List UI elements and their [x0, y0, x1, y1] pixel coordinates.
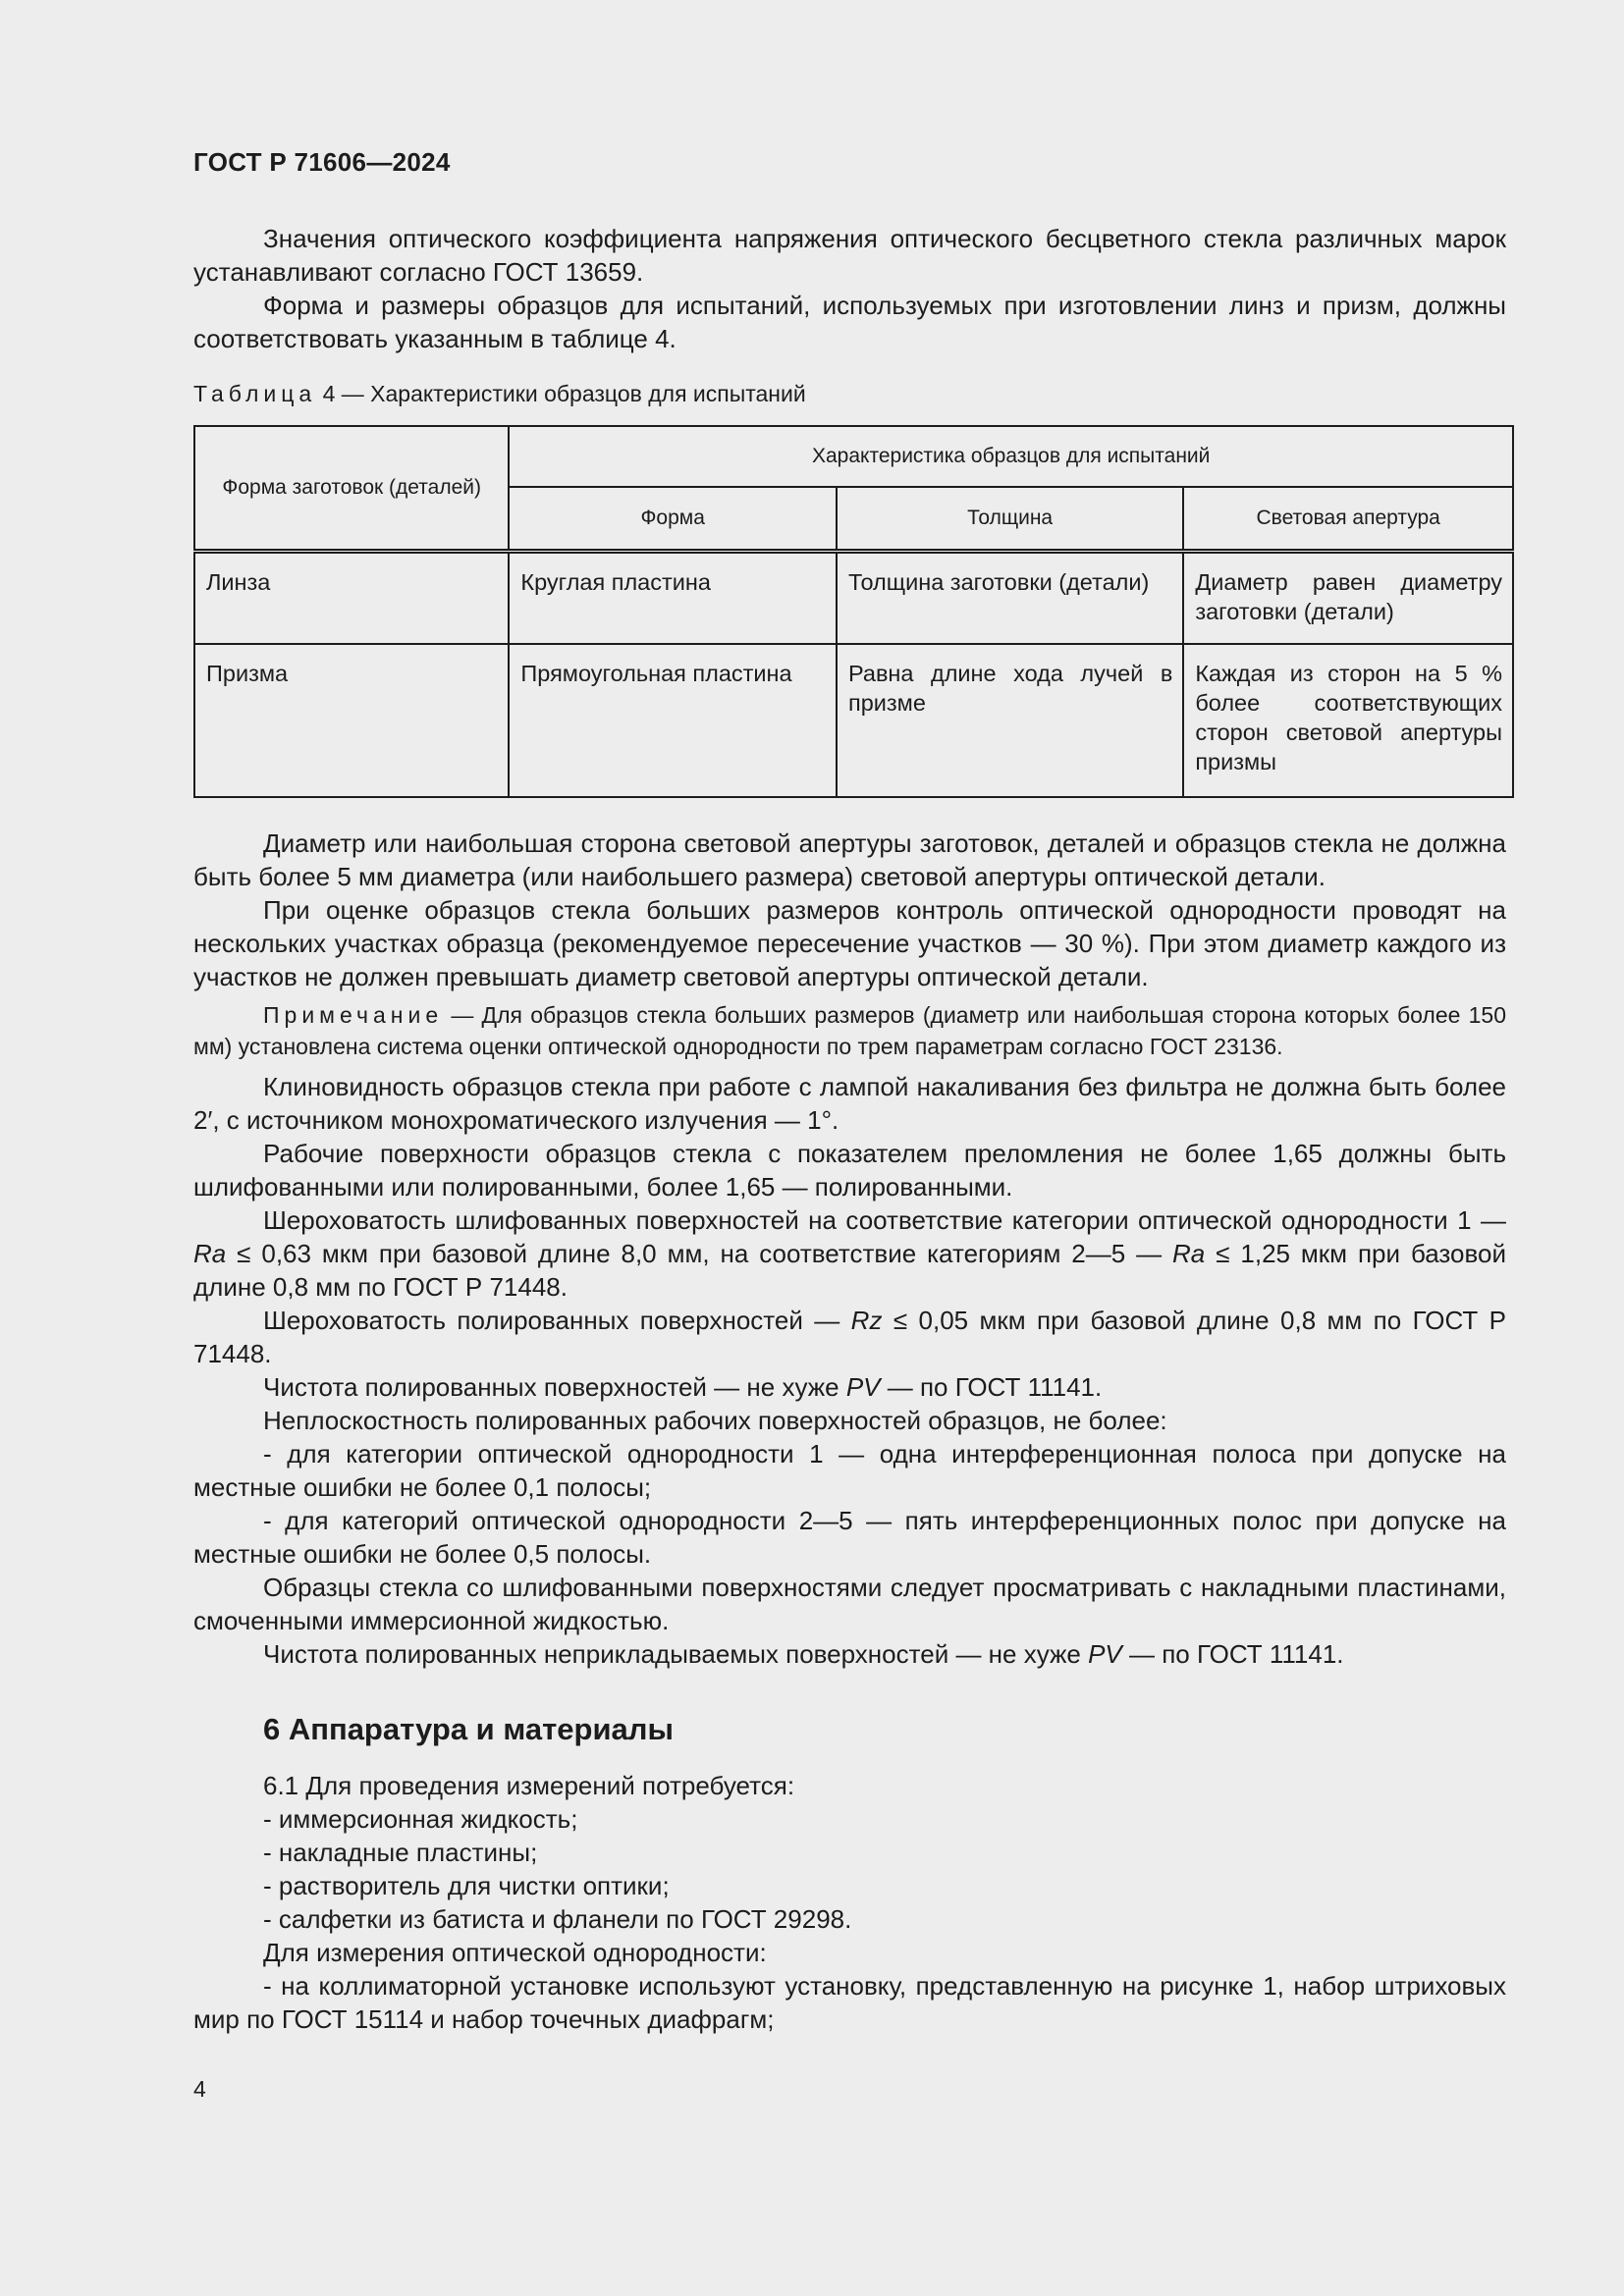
table-header-row	[194, 426, 1513, 487]
list-item: - иммерсионная жидкость;	[263, 1804, 578, 1834]
table-cell: Равна длине хода лучей в призме	[837, 644, 1183, 797]
table-caption-text: 4 — Характеристики образцов для испытаний	[316, 381, 806, 406]
section-6-1: 6.1 Для проведения измерений потребуется:	[263, 1771, 795, 1800]
paragraph-cleanliness: Чистота полированных поверхностей — не хуже PV — по ГОСТ 11141.	[263, 1372, 1103, 1402]
document-header: ГОСТ Р 71606—2024	[193, 147, 451, 177]
table-cell: Диаметр равен диаметру заготовки (детали)	[1183, 552, 1513, 644]
note-text: — Для образцов стекла больших размеров (диаметр или наибольшая сторона которых более 150 мм) установлена система оценки оптической однородности по трем параметрам согласно ГОСТ 23136.	[193, 1002, 1506, 1059]
table-row	[194, 552, 1513, 644]
table-cell: Призма	[194, 644, 509, 797]
table-row	[194, 644, 1513, 797]
note	[193, 999, 1506, 1062]
paragraph-cleanliness-nonworking: Чистота полированных неприкладываемых поверхностей — не хуже PV — по ГОСТ 11141.	[263, 1639, 1344, 1669]
table-header-aperture: Световая апертура	[1183, 487, 1513, 552]
paragraph-wedge: Клиновидность образцов стекла при работе с лампой накаливания без фильтра не должна быть более 2′, с источником монохроматического излучения — 1°.	[193, 1072, 1506, 1135]
table-caption-label: Таблица	[193, 381, 317, 406]
samples-table	[193, 425, 1514, 798]
intro-block	[193, 222, 1506, 355]
intro-paragraph-2: Форма и размеры образцов для испытаний, используемых при изготовлении линз и призм, должны соответствовать указанным в таблице 4.	[193, 291, 1506, 353]
body-text	[193, 827, 1506, 2036]
list-item: - накладные пластины;	[263, 1838, 538, 1867]
table-caption	[193, 381, 806, 407]
intro-paragraph-1: Значения оптического коэффициента напряжения оптического бесцветного стекла различных марок устанавливают согласно ГОСТ 13659.	[193, 224, 1506, 287]
table-cell: Линза	[194, 552, 509, 644]
section-6-title: 6 Аппаратура и материалы	[263, 1712, 674, 1746]
paragraph-flatness: Неплоскостность полированных рабочих поверхностей образцов, не более:	[263, 1406, 1167, 1435]
table-header-group: Характеристика образцов для испытаний	[509, 426, 1513, 487]
list-item: - для категорий оптической однородности 2—5 — пять интерференционных полос при допуске на местные ошибки не более 0,5 полосы.	[193, 1506, 1506, 1569]
table-cell: Прямоугольная пластина	[509, 644, 837, 797]
paragraph-ground-samples: Образцы стекла со шлифованными поверхностями следует просматривать с накладными пластинами, смоченными иммерсионной жидкостью.	[193, 1573, 1506, 1635]
list-item: - на коллиматорной установке используют установку, представленную на рисунке 1, набор штриховых мир по ГОСТ 15114 и набор точечных диафрагм;	[193, 1971, 1506, 2034]
list-item: - салфетки из батиста и фланели по ГОСТ 29298.	[263, 1904, 852, 1934]
note-label: Примечание	[263, 1002, 444, 1028]
table-cell: Каждая из сторон на 5 % более соответствующих сторон световой апертуры призмы	[1183, 644, 1513, 797]
table-header-shape: Форма заготовок (деталей)	[194, 426, 509, 552]
paragraph-diameter: Диаметр или наибольшая сторона световой апертуры заготовок, деталей и образцов стекла не должна быть более 5 мм диаметра (или наибольшего размера) световой апертуры оптической детали.	[193, 828, 1506, 891]
paragraph-roughness-ground: Шероховатость шлифованных поверхностей на соответствие категории оптической однородности 1 — Ra ≤ 0,63 мкм при базовой длине 8,0 мм, на соответствие категориям 2—5 — Ra ≤ 1,25 мкм при базовой длине 0,8 мм по ГОСТ Р 71448.	[193, 1205, 1507, 1302]
table-cell: Толщина заготовки (детали)	[837, 552, 1183, 644]
paragraph-roughness-polished: Шероховатость полированных поверхностей — Rz ≤ 0,05 мкм при базовой длине 0,8 мм по ГОСТ Р 71448.	[193, 1306, 1506, 1368]
paragraph-work-surfaces: Рабочие поверхности образцов стекла с показателем преломления не более 1,65 должны быть шлифованными или полированными, более 1,65 — полированными.	[193, 1139, 1506, 1201]
list-item: - для категории оптической однородности 1 — одна интерференционная полоса при допуске на местные ошибки не более 0,1 полосы;	[193, 1439, 1506, 1502]
paragraph-homogeneity: Для измерения оптической однородности:	[263, 1938, 767, 1967]
table-header-form: Форма	[509, 487, 837, 552]
paragraph-large-samples: При оценке образцов стекла больших размеров контроль оптической однородности проводят на нескольких участках образца (рекомендуемое пересечение участков — 30 %). При этом диаметр каждого из участков не должен превышать диаметр световой апертуры оптической детали.	[193, 895, 1506, 991]
list-item: - растворитель для чистки оптики;	[263, 1871, 670, 1900]
table-cell: Круглая пластина	[509, 552, 837, 644]
page-number: 4	[193, 2076, 206, 2102]
table-header-thickness: Толщина	[837, 487, 1183, 552]
